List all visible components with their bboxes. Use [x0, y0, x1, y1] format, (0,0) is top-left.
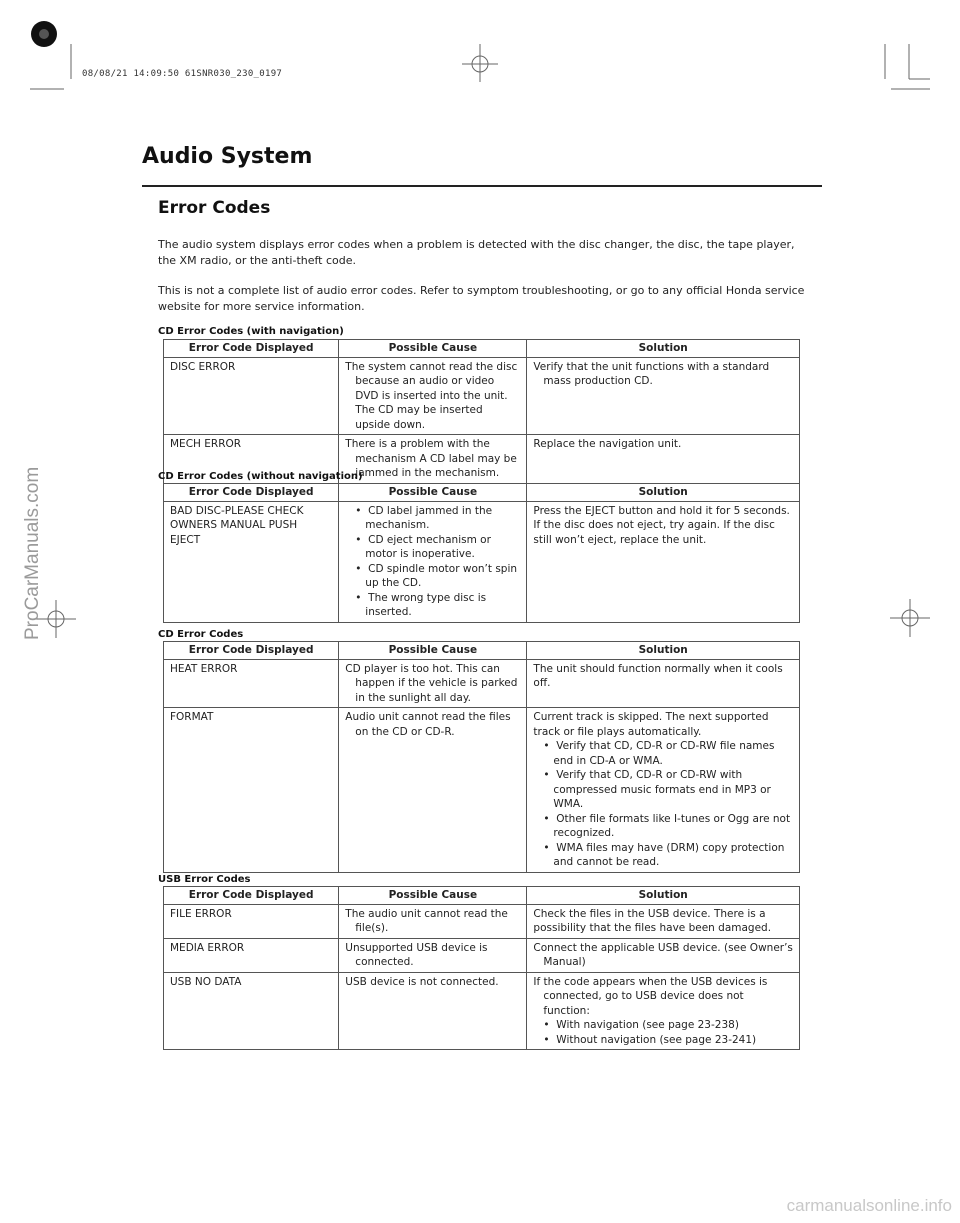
column-header-code: Error Code Displayed — [164, 340, 339, 358]
solution: Replace the navigation unit. — [527, 435, 800, 484]
solution: If the code appears when the USB devices is connected, go to USB device does not function: • With navigation (see page 23-238) • Without navigation (see page 23-241) — [527, 972, 800, 1050]
possible-cause: USB device is not connected. — [339, 972, 527, 1050]
cd-table — [163, 641, 800, 873]
footer-watermark: carmanualsonline.info — [786, 1196, 952, 1215]
error-code: HEAT ERROR — [164, 659, 339, 708]
table-title-cd-without-nav: CD Error Codes (without navigation) — [158, 471, 363, 482]
table-row — [164, 904, 800, 938]
column-header-code: Error Code Displayed — [164, 887, 339, 905]
solution: Connect the applicable USB device. (see Owner’s Manual) — [527, 938, 800, 972]
table-row — [164, 501, 800, 622]
solution: Verify that the unit functions with a standard mass production CD. — [527, 357, 800, 435]
usb-table — [163, 886, 800, 1050]
possible-cause: CD player is too hot. This can happen if the vehicle is parked in the sunlight all day. — [339, 659, 527, 708]
side-watermark: ProCarManuals.com — [22, 466, 43, 640]
section-title: Audio System — [142, 144, 313, 169]
column-header-solution: Solution — [527, 340, 800, 358]
table-header-row — [164, 642, 800, 660]
error-code: MECH ERROR — [164, 435, 339, 484]
solution: The unit should function normally when it cools off. — [527, 659, 800, 708]
table-title-cd: CD Error Codes — [158, 629, 244, 640]
table-row — [164, 938, 800, 972]
possible-cause: The audio unit cannot read the file(s). — [339, 904, 527, 938]
error-code: USB NO DATA — [164, 972, 339, 1050]
table-header-row — [164, 887, 800, 905]
table-row — [164, 972, 800, 1050]
title-rule — [142, 185, 822, 187]
crosshair-right-icon — [890, 599, 930, 637]
page-title: Error Codes — [158, 198, 271, 218]
column-header-solution: Solution — [527, 642, 800, 660]
error-code: FORMAT — [164, 708, 339, 873]
possible-cause: • CD label jammed in the mechanism. • CD eject mechanism or motor is inoperative. • CD spindle motor won’t spin up the CD. • The wrong type disc is inserted. — [339, 501, 527, 622]
intro-paragraph-1: The audio system displays error codes when a problem is detected with the disc changer, the disc, the tape player, the XM radio, or the anti-theft code. — [158, 238, 795, 267]
column-header-code: Error Code Displayed — [164, 642, 339, 660]
cd-without-nav-table — [163, 483, 800, 623]
intro-paragraph-2: This is not a complete list of audio error codes. Refer to symptom troubleshooting, or go to any official Honda service website for more service information. — [158, 284, 805, 313]
table-title-usb: USB Error Codes — [158, 874, 251, 885]
cd-with-nav-table — [163, 339, 800, 484]
table-title-cd-with-nav: CD Error Codes (with navigation) — [158, 326, 344, 337]
table-header-row — [164, 340, 800, 358]
print-stamp: 08/08/21 14:09:50 61SNR030_230_0197 — [82, 69, 283, 79]
error-code: MEDIA ERROR — [164, 938, 339, 972]
column-header-cause: Possible Cause — [339, 642, 527, 660]
column-header-cause: Possible Cause — [339, 887, 527, 905]
column-header-cause: Possible Cause — [339, 340, 527, 358]
possible-cause: There is a problem with the mechanism A CD label may be jammed in the mechanism. — [339, 435, 527, 484]
error-code: BAD DISC-PLEASE CHECK OWNERS MANUAL PUSH EJECT — [164, 501, 339, 622]
column-header-cause: Possible Cause — [339, 484, 527, 502]
error-code: FILE ERROR — [164, 904, 339, 938]
column-header-solution: Solution — [527, 887, 800, 905]
crosshair-top-icon — [462, 44, 498, 82]
table-row — [164, 659, 800, 708]
error-code: DISC ERROR — [164, 357, 339, 435]
column-header-solution: Solution — [527, 484, 800, 502]
solution: Current track is skipped. The next supported track or file plays automatically. • Verify that CD, CD-R or CD-RW file names end in CD-A or WMA. • Verify that CD, CD-R or CD-RW with compressed music formats end in MP3 or WMA. • Other file formats like I-tunes or Ogg are not recognized. • WMA files may have (DRM) copy protection and cannot be read. — [527, 708, 800, 873]
possible-cause: Audio unit cannot read the files on the CD or CD-R. — [339, 708, 527, 873]
table-header-row — [164, 484, 800, 502]
table-row — [164, 708, 800, 873]
column-header-code: Error Code Displayed — [164, 484, 339, 502]
possible-cause: The system cannot read the disc because an audio or video DVD is inserted into the unit. The CD may be inserted upside down. — [339, 357, 527, 435]
solution: Press the EJECT button and hold it for 5 seconds. If the disc does not eject, try again. If the disc still won’t eject, replace the unit. — [527, 501, 800, 622]
possible-cause: Unsupported USB device is connected. — [339, 938, 527, 972]
solution: Check the files in the USB device. There is a possibility that the files have been damaged. — [527, 904, 800, 938]
table-row — [164, 357, 800, 435]
